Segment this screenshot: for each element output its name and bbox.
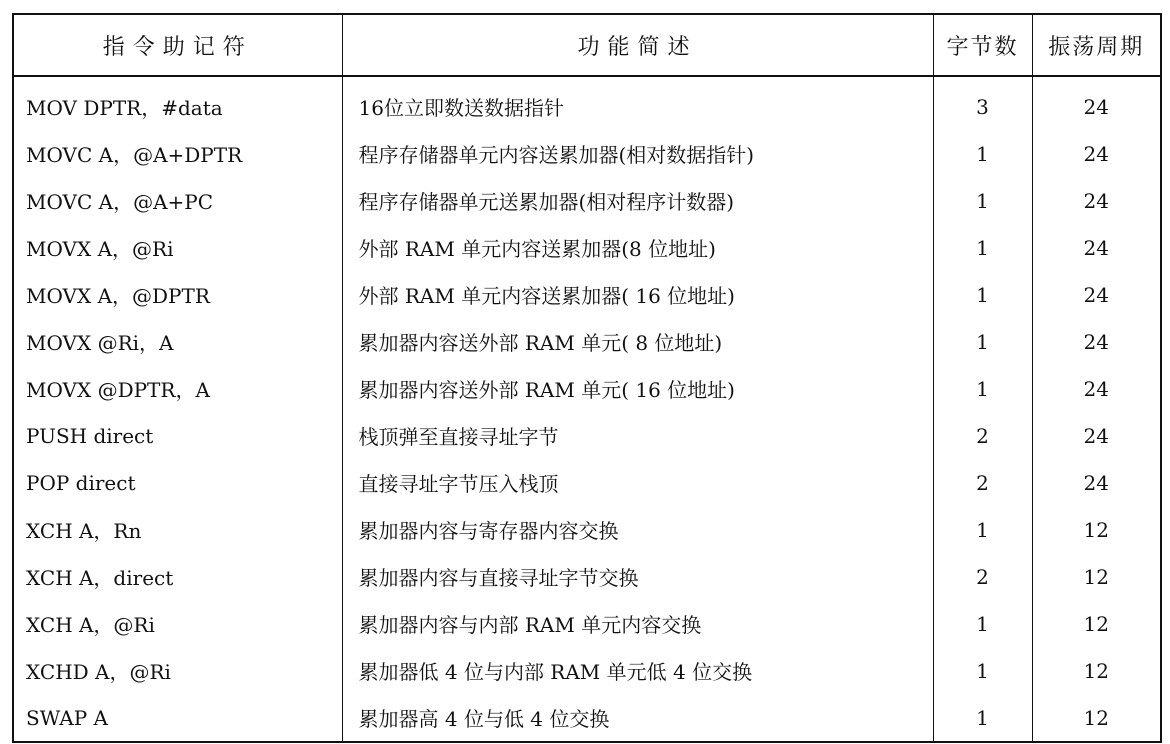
table-row: [13, 76, 1161, 130]
bytes-cell: 2: [933, 459, 1032, 506]
bytes-cell: 1: [933, 271, 1032, 318]
function-cell: 栈顶弹至直接寻址字节: [342, 412, 933, 459]
table-row: [13, 459, 1161, 506]
table-row: [13, 318, 1161, 365]
bytes-cell: 3: [933, 76, 1032, 130]
header-function: 功能简述: [342, 14, 933, 76]
mnemonic-cell: PUSH direct: [13, 412, 342, 459]
cycles-cell: 24: [1032, 224, 1161, 271]
bytes-cell: 1: [933, 694, 1032, 742]
table-row: [13, 224, 1161, 271]
function-cell: 外部 RAM 单元内容送累加器(8 位地址): [342, 224, 933, 271]
mnemonic-cell: SWAP A: [13, 694, 342, 742]
cycles-cell: 24: [1032, 318, 1161, 365]
function-cell: 累加器内容与寄存器内容交换: [342, 506, 933, 553]
table-row: [13, 694, 1161, 742]
function-cell: 累加器内容送外部 RAM 单元( 16 位地址): [342, 365, 933, 412]
table-row: [13, 412, 1161, 459]
cycles-cell: 12: [1032, 506, 1161, 553]
mnemonic-cell: MOV DPTR，#data: [13, 76, 342, 130]
bytes-cell: 1: [933, 506, 1032, 553]
mnemonic-cell: MOVX A，@DPTR: [13, 271, 342, 318]
table-row: [13, 130, 1161, 177]
cycles-cell: 24: [1032, 76, 1161, 130]
bytes-cell: 1: [933, 365, 1032, 412]
function-cell: 累加器高 4 位与低 4 位交换: [342, 694, 933, 742]
bytes-cell: 1: [933, 224, 1032, 271]
bytes-cell: 1: [933, 177, 1032, 224]
mnemonic-cell: MOVC A，@A+PC: [13, 177, 342, 224]
cycles-cell: 12: [1032, 647, 1161, 694]
mnemonic-cell: XCH A，Rn: [13, 506, 342, 553]
bytes-cell: 1: [933, 647, 1032, 694]
bytes-cell: 1: [933, 600, 1032, 647]
mnemonic-cell: MOVC A，@A+DPTR: [13, 130, 342, 177]
function-cell: 外部 RAM 单元内容送累加器( 16 位地址): [342, 271, 933, 318]
header-row: [13, 14, 1161, 76]
function-cell: 程序存储器单元内容送累加器(相对数据指针): [342, 130, 933, 177]
table-row: [13, 271, 1161, 318]
cycles-cell: 24: [1032, 271, 1161, 318]
header-cycles: 振荡周期: [1032, 14, 1161, 76]
function-cell: 程序存储器单元送累加器(相对程序计数器): [342, 177, 933, 224]
mnemonic-cell: XCHD A，@Ri: [13, 647, 342, 694]
cycles-cell: 24: [1032, 130, 1161, 177]
function-cell: 累加器低 4 位与内部 RAM 单元低 4 位交换: [342, 647, 933, 694]
table-row: [13, 647, 1161, 694]
header-bytes: 字节数: [933, 14, 1032, 76]
bytes-cell: 2: [933, 553, 1032, 600]
table-row: [13, 600, 1161, 647]
table-row: [13, 365, 1161, 412]
function-cell: 累加器内容与直接寻址字节交换: [342, 553, 933, 600]
cycles-cell: 24: [1032, 412, 1161, 459]
function-cell: 16位立即数送数据指针: [342, 76, 933, 130]
instruction-table: [12, 13, 1162, 743]
table-row: [13, 506, 1161, 553]
mnemonic-cell: POP direct: [13, 459, 342, 506]
table-header: [13, 14, 1161, 76]
cycles-cell: 12: [1032, 694, 1161, 742]
mnemonic-cell: MOVX @DPTR，A: [13, 365, 342, 412]
mnemonic-cell: MOVX @Ri，A: [13, 318, 342, 365]
table-row: [13, 553, 1161, 600]
cycles-cell: 24: [1032, 459, 1161, 506]
cycles-cell: 12: [1032, 553, 1161, 600]
mnemonic-cell: MOVX A，@Ri: [13, 224, 342, 271]
bytes-cell: 1: [933, 318, 1032, 365]
bytes-cell: 1: [933, 130, 1032, 177]
cycles-cell: 12: [1032, 600, 1161, 647]
mnemonic-cell: XCH A，@Ri: [13, 600, 342, 647]
mnemonic-cell: XCH A，direct: [13, 553, 342, 600]
function-cell: 累加器内容与内部 RAM 单元内容交换: [342, 600, 933, 647]
cycles-cell: 24: [1032, 365, 1161, 412]
function-cell: 直接寻址字节压入栈顶: [342, 459, 933, 506]
table-body: [13, 76, 1161, 742]
table-row: [13, 177, 1161, 224]
bytes-cell: 2: [933, 412, 1032, 459]
header-mnemonic: 指令助记符: [13, 14, 342, 76]
cycles-cell: 24: [1032, 177, 1161, 224]
function-cell: 累加器内容送外部 RAM 单元( 8 位地址): [342, 318, 933, 365]
